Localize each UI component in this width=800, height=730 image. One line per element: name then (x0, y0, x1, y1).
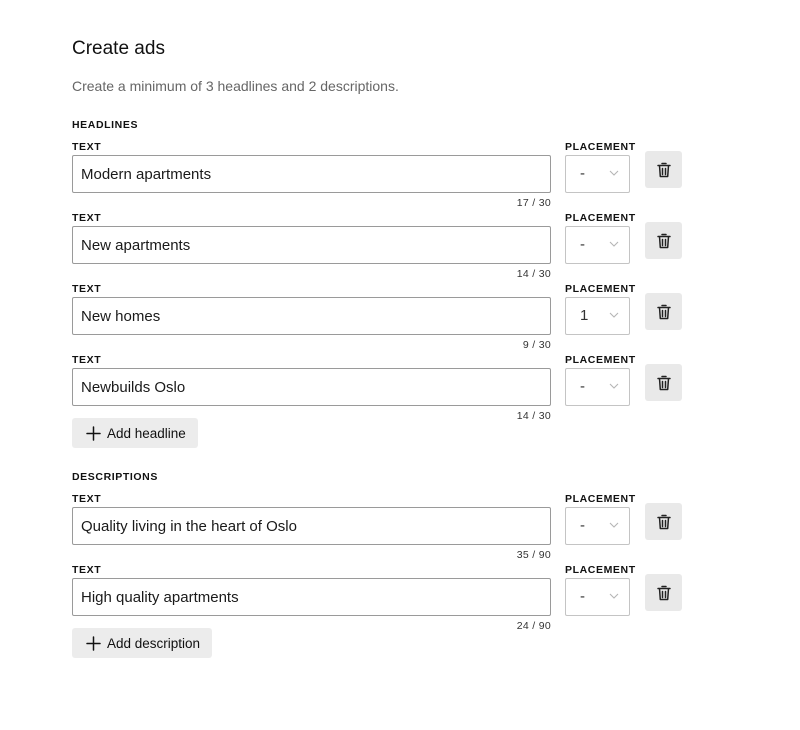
delete-headline-button[interactable] (645, 293, 682, 330)
add-description-label: Add description (107, 635, 201, 651)
delete-headline-button[interactable] (645, 222, 682, 259)
text-label: TEXT (72, 212, 102, 224)
chevron-down-icon (609, 311, 619, 319)
headline-text-input[interactable] (72, 368, 551, 406)
trash-icon (657, 585, 671, 601)
headlines-section-label: HEADLINES (72, 119, 139, 131)
trash-icon (657, 375, 671, 391)
headline-row (72, 354, 692, 424)
character-count: 14 / 30 (516, 268, 551, 280)
character-count: 17 / 30 (516, 197, 551, 209)
trash-icon (657, 233, 671, 249)
character-count: 24 / 90 (516, 620, 551, 632)
placement-select[interactable] (565, 507, 630, 545)
add-headline-button[interactable] (72, 418, 198, 448)
placement-select[interactable] (565, 368, 630, 406)
chevron-down-icon (609, 169, 619, 177)
placement-value: - (580, 517, 585, 534)
add-headline-label: Add headline (107, 425, 186, 441)
text-label: TEXT (72, 283, 102, 295)
descriptions-section-label: DESCRIPTIONS (72, 471, 158, 483)
description-text-input[interactable] (72, 507, 551, 545)
placement-label: PLACEMENT (565, 283, 636, 295)
trash-icon (657, 514, 671, 530)
placement-select[interactable] (565, 155, 630, 193)
headline-text-input[interactable] (72, 226, 551, 264)
placement-select[interactable] (565, 297, 630, 335)
chevron-down-icon (609, 240, 619, 248)
description-row (72, 564, 692, 634)
placement-value: 1 (580, 307, 589, 324)
plus-icon (86, 636, 101, 651)
character-count: 14 / 30 (516, 410, 551, 422)
character-count: 35 / 90 (516, 549, 551, 561)
placement-select[interactable] (565, 226, 630, 264)
delete-headline-button[interactable] (645, 364, 682, 401)
trash-icon (657, 162, 671, 178)
text-label: TEXT (72, 493, 102, 505)
placement-label: PLACEMENT (565, 354, 636, 366)
character-count: 9 / 30 (522, 339, 551, 351)
add-description-button[interactable] (72, 628, 212, 658)
trash-icon (657, 304, 671, 320)
page-title: Create ads (72, 38, 165, 59)
chevron-down-icon (609, 521, 619, 529)
text-label: TEXT (72, 354, 102, 366)
chevron-down-icon (609, 592, 619, 600)
page-subtitle: Create a minimum of 3 headlines and 2 descriptions. (72, 78, 399, 94)
plus-icon (86, 426, 101, 441)
placement-value: - (580, 165, 585, 182)
placement-label: PLACEMENT (565, 141, 636, 153)
placement-label: PLACEMENT (565, 212, 636, 224)
text-label: TEXT (72, 564, 102, 576)
placement-value: - (580, 378, 585, 395)
headline-row (72, 141, 692, 211)
chevron-down-icon (609, 382, 619, 390)
headline-text-input[interactable] (72, 297, 551, 335)
placement-label: PLACEMENT (565, 493, 636, 505)
headline-row (72, 212, 692, 282)
placement-select[interactable] (565, 578, 630, 616)
delete-description-button[interactable] (645, 574, 682, 611)
placement-label: PLACEMENT (565, 564, 636, 576)
description-row (72, 493, 692, 563)
headline-row (72, 283, 692, 353)
delete-headline-button[interactable] (645, 151, 682, 188)
placement-value: - (580, 588, 585, 605)
text-label: TEXT (72, 141, 102, 153)
headline-text-input[interactable] (72, 155, 551, 193)
description-text-input[interactable] (72, 578, 551, 616)
delete-description-button[interactable] (645, 503, 682, 540)
placement-value: - (580, 236, 585, 253)
